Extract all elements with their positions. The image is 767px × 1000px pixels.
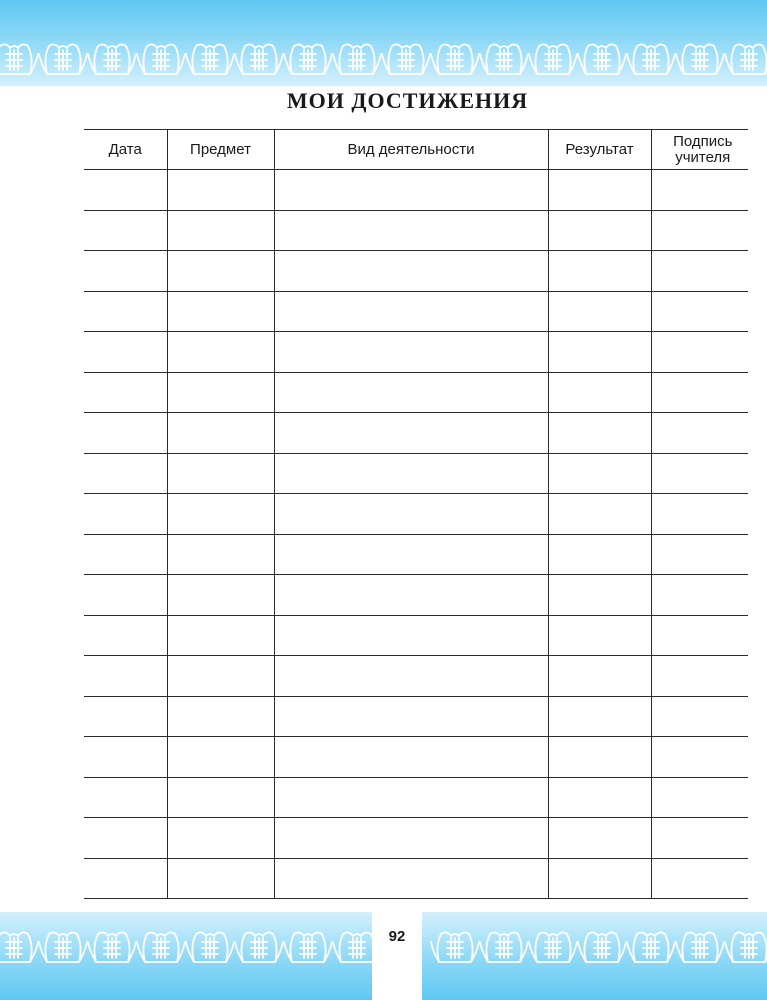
table-row (84, 737, 748, 778)
table-cell[interactable] (84, 332, 167, 373)
table-cell[interactable] (167, 737, 274, 778)
table-row (84, 777, 748, 818)
table-cell[interactable] (274, 777, 548, 818)
table-cell[interactable] (84, 251, 167, 292)
table-cell[interactable] (548, 656, 651, 697)
table-cell[interactable] (274, 332, 548, 373)
table-cell[interactable] (548, 372, 651, 413)
embroidered-shirt-icon (235, 932, 283, 962)
table-cell[interactable] (274, 656, 548, 697)
table-cell[interactable] (548, 291, 651, 332)
table-cell[interactable] (651, 656, 748, 697)
table-cell[interactable] (167, 777, 274, 818)
table-cell[interactable] (548, 332, 651, 373)
table-row (84, 413, 748, 454)
table-cell[interactable] (651, 777, 748, 818)
table-cell[interactable] (274, 494, 548, 535)
embroidered-shirt-icon (382, 44, 430, 74)
table-cell[interactable] (84, 494, 167, 535)
table-cell[interactable] (84, 615, 167, 656)
top-ornament-row (0, 0, 767, 86)
table-cell[interactable] (167, 453, 274, 494)
table-cell[interactable] (167, 372, 274, 413)
embroidered-shirt-icon (333, 44, 381, 74)
embroidered-shirt-icon (88, 44, 136, 74)
top-ornament-band (0, 0, 767, 86)
table-cell[interactable] (84, 696, 167, 737)
embroidered-shirt-icon (137, 44, 185, 74)
table-cell[interactable] (167, 575, 274, 616)
embroidered-shirt-icon (284, 932, 332, 962)
table-row (84, 575, 748, 616)
table-row (84, 656, 748, 697)
table-cell[interactable] (274, 737, 548, 778)
table-cell[interactable] (84, 210, 167, 251)
table-cell[interactable] (651, 818, 748, 859)
embroidered-shirt-icon (480, 932, 528, 962)
embroidered-shirt-icon (137, 932, 185, 962)
table-cell[interactable] (548, 210, 651, 251)
table-cell[interactable] (84, 291, 167, 332)
table-cell[interactable] (651, 453, 748, 494)
table-cell[interactable] (548, 696, 651, 737)
table-cell[interactable] (548, 413, 651, 454)
table-cell[interactable] (651, 413, 748, 454)
table-cell[interactable] (548, 615, 651, 656)
table-row (84, 170, 748, 211)
embroidered-shirt-icon (0, 44, 38, 74)
table-cell[interactable] (548, 858, 651, 899)
table-cell[interactable] (84, 413, 167, 454)
table-cell[interactable] (651, 332, 748, 373)
table-cell[interactable] (167, 818, 274, 859)
table-cell[interactable] (274, 210, 548, 251)
table-cell[interactable] (548, 575, 651, 616)
table-cell[interactable] (167, 656, 274, 697)
table-cell[interactable] (84, 534, 167, 575)
table-cell[interactable] (651, 575, 748, 616)
table-cell[interactable] (548, 453, 651, 494)
table-cell[interactable] (167, 251, 274, 292)
table-cell[interactable] (651, 737, 748, 778)
table-cell[interactable] (167, 534, 274, 575)
table-row (84, 696, 748, 737)
embroidered-shirt-icon (186, 932, 234, 962)
table-cell[interactable] (167, 170, 274, 211)
table-cell[interactable] (651, 696, 748, 737)
table-cell[interactable] (167, 858, 274, 899)
header-date: Дата (84, 130, 167, 170)
embroidered-shirt-icon (627, 932, 675, 962)
table-cell[interactable] (274, 453, 548, 494)
table-cell[interactable] (167, 210, 274, 251)
table-cell[interactable] (548, 251, 651, 292)
table-cell[interactable] (274, 696, 548, 737)
table-cell[interactable] (84, 777, 167, 818)
table-cell[interactable] (167, 332, 274, 373)
header-subject: Предмет (167, 130, 274, 170)
table-cell[interactable] (84, 372, 167, 413)
embroidered-shirt-icon (578, 44, 626, 74)
embroidered-shirt-icon (676, 44, 724, 74)
table-cell[interactable] (651, 291, 748, 332)
table-row (84, 372, 748, 413)
table-cell[interactable] (167, 615, 274, 656)
embroidered-shirt-icon (529, 932, 577, 962)
table-cell[interactable] (167, 494, 274, 535)
table-cell[interactable] (84, 575, 167, 616)
table-cell[interactable] (167, 413, 274, 454)
table-cell[interactable] (548, 818, 651, 859)
table-cell[interactable] (274, 858, 548, 899)
table-row (84, 818, 748, 859)
embroidered-shirt-icon (480, 44, 528, 74)
table-cell[interactable] (274, 818, 548, 859)
table-cell[interactable] (651, 615, 748, 656)
table-cell[interactable] (651, 372, 748, 413)
table-cell[interactable] (548, 494, 651, 535)
table-cell[interactable] (274, 170, 548, 211)
table-cell[interactable] (84, 858, 167, 899)
table-cell[interactable] (651, 170, 748, 211)
table-row (84, 615, 748, 656)
table-cell[interactable] (84, 170, 167, 211)
embroidered-shirt-icon (431, 932, 479, 962)
table-cell[interactable] (167, 696, 274, 737)
embroidered-shirt-icon (431, 44, 479, 74)
embroidered-shirt-icon (725, 44, 767, 74)
table-row (84, 534, 748, 575)
header-activity-type: Вид деятельности (274, 130, 548, 170)
embroidered-shirt-icon (235, 44, 283, 74)
embroidered-shirt-icon (0, 932, 38, 962)
achievements-table (84, 129, 748, 899)
embroidered-shirt-icon (88, 932, 136, 962)
table-cell[interactable] (651, 534, 748, 575)
table-body (84, 170, 748, 899)
table-cell[interactable] (651, 494, 748, 535)
table-cell[interactable] (84, 453, 167, 494)
table-row (84, 453, 748, 494)
embroidered-shirt-icon (284, 44, 332, 74)
table-row (84, 251, 748, 292)
embroidered-shirt-icon (39, 44, 87, 74)
table-cell[interactable] (651, 210, 748, 251)
table-cell[interactable] (274, 534, 548, 575)
table-row (84, 494, 748, 535)
table-cell[interactable] (274, 413, 548, 454)
table-cell[interactable] (274, 575, 548, 616)
table-cell[interactable] (548, 170, 651, 211)
table-cell[interactable] (651, 858, 748, 899)
table-cell[interactable] (84, 737, 167, 778)
embroidered-shirt-icon (186, 44, 234, 74)
table-cell[interactable] (548, 534, 651, 575)
page-title: МОИ ДОСТИЖЕНИЯ (286, 88, 529, 113)
table-cell[interactable] (548, 777, 651, 818)
embroidered-shirt-icon (578, 932, 626, 962)
embroidered-shirt-icon (39, 932, 87, 962)
embroidered-shirt-icon (676, 932, 724, 962)
page-number-box (372, 912, 422, 1000)
page-number: 92 (388, 928, 406, 945)
header-result: Результат (548, 130, 651, 170)
table-cell[interactable] (84, 818, 167, 859)
table-cell[interactable] (274, 291, 548, 332)
embroidered-shirt-icon (627, 44, 675, 74)
table-cell[interactable] (274, 615, 548, 656)
table-cell[interactable] (167, 291, 274, 332)
table-cell[interactable] (274, 372, 548, 413)
table-row (84, 858, 748, 899)
table-cell[interactable] (548, 737, 651, 778)
embroidered-shirt-icon (529, 44, 577, 74)
table-row (84, 210, 748, 251)
table-cell[interactable] (84, 656, 167, 697)
table-cell[interactable] (651, 251, 748, 292)
table-row (84, 291, 748, 332)
embroidered-shirt-icon (725, 932, 767, 962)
table-cell[interactable] (274, 251, 548, 292)
header-teacher-signature: Подпись учителя (651, 130, 748, 170)
table-row (84, 332, 748, 373)
table-header-row (84, 130, 748, 170)
